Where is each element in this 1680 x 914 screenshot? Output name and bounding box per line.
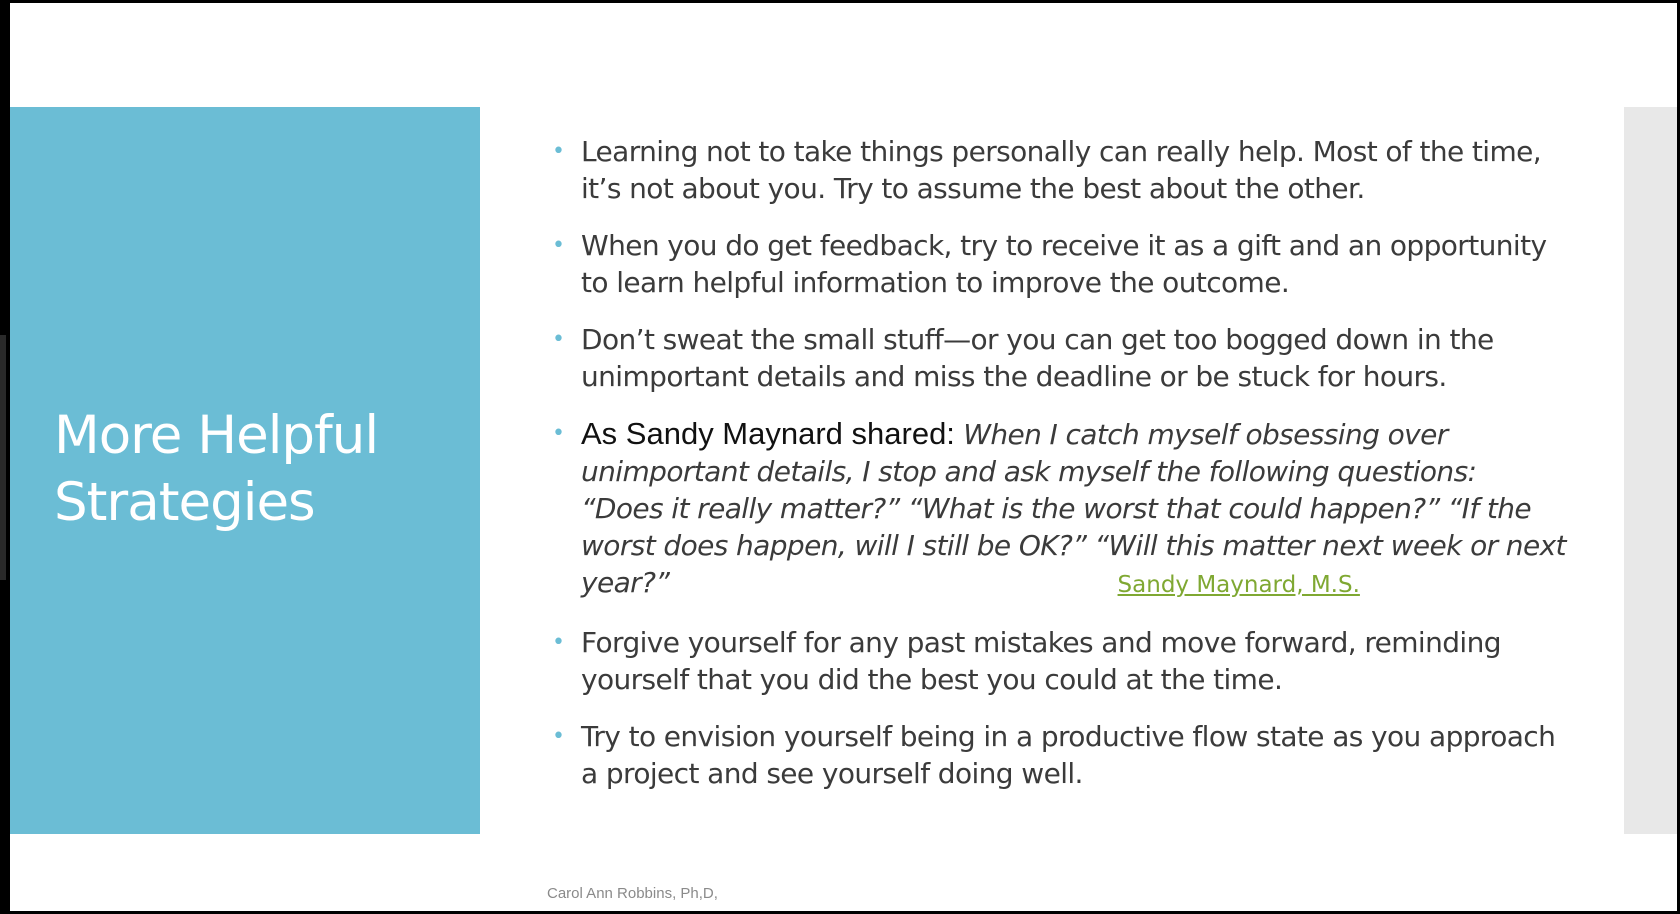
- bullet-icon: •: [552, 630, 565, 655]
- sandy-maynard-link[interactable]: Sandy Maynard, M.S.: [1117, 572, 1360, 598]
- bullet-icon: •: [552, 139, 565, 164]
- bullet-item: [546, 321, 1566, 395]
- right-accent-strip: [1624, 107, 1677, 834]
- bullet-icon: •: [552, 724, 565, 749]
- bullet-text: Don’t sweat the small stuff—or you can get too bogged down in the unimportant details and miss the deadline or be stuck for hours.: [581, 323, 1494, 393]
- quote-text: When I catch myself obsessing over unimportant details, I stop and ask myself the following questions: “Does it really matter?” “What is the worst that could happen?” “If the worst does happen, will I still be OK?” “Will this matter next week or next year?”: [581, 418, 1566, 599]
- bullet-icon: •: [552, 233, 565, 258]
- quote-bullet-item: [546, 415, 1566, 604]
- bullet-item: [546, 624, 1566, 698]
- bullet-icon: •: [552, 327, 565, 352]
- slide-footer: Carol Ann Robbins, Ph,D,: [547, 885, 718, 902]
- title-panel: [10, 107, 480, 834]
- bullet-text: Try to envision yourself being in a productive flow state as you approach a project and see yourself doing well.: [581, 720, 1556, 790]
- bullet-list: [546, 133, 1566, 812]
- bullet-item: [546, 133, 1566, 207]
- slide-title-line-1: More Helpful: [54, 405, 379, 466]
- slide-title: [54, 402, 378, 536]
- bullet-text: Forgive yourself for any past mistakes and move forward, reminding yourself that you did the best you could at the time.: [581, 626, 1501, 696]
- bullet-icon: •: [552, 421, 565, 446]
- presentation-slide: [10, 3, 1677, 911]
- bullet-item: [546, 227, 1566, 301]
- bullet-item: [546, 718, 1566, 792]
- bullet-text: Learning not to take things personally can really help. Most of the time, it’s not about you. Try to assume the best about the other.: [581, 135, 1542, 205]
- quote-lead: As Sandy Maynard shared:: [581, 416, 955, 451]
- slide-title-line-2: Strategies: [54, 472, 315, 533]
- bullet-text: When you do get feedback, try to receive it as a gift and an opportunity to learn helpful information to improve the outcome.: [581, 229, 1547, 299]
- window-edge: [0, 335, 6, 580]
